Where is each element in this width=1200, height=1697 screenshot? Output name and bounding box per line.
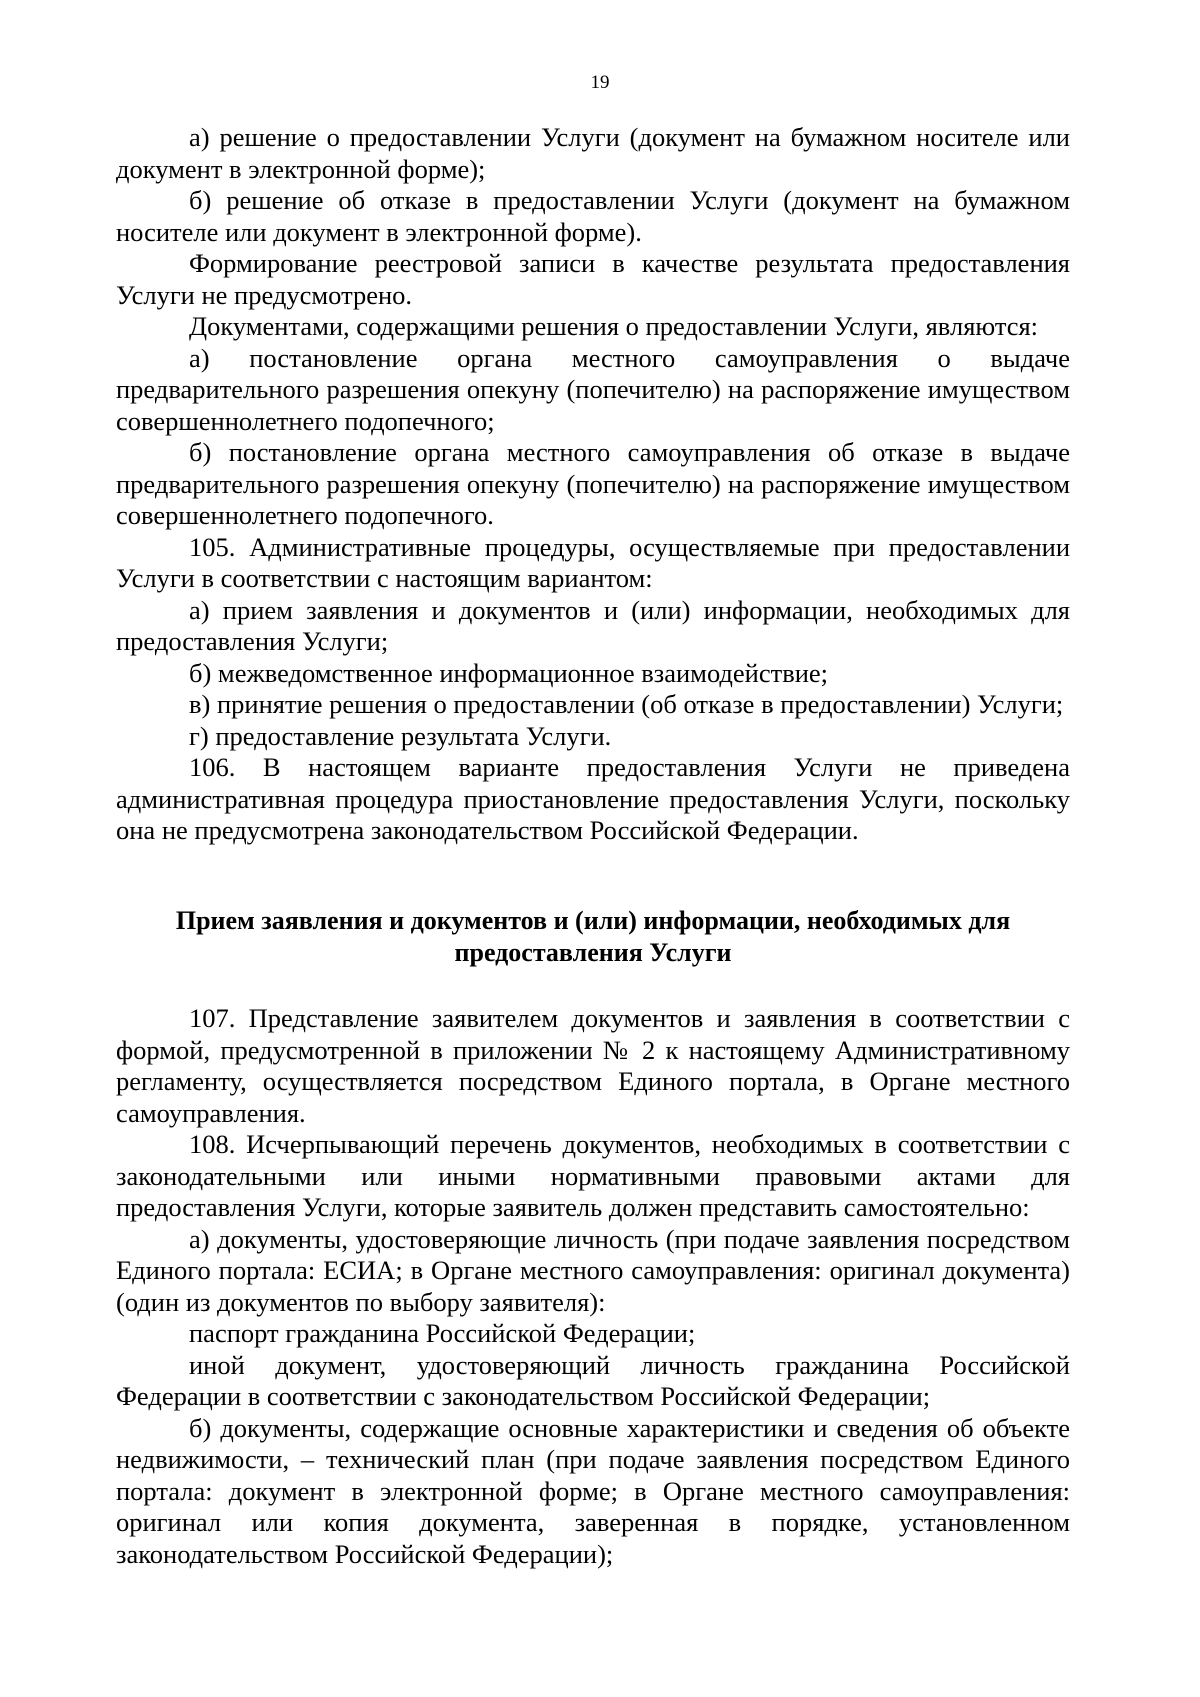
paragraph: 106. В настоящем варианте предоставления Услуги не приведена административная процедура приостановление предоставления Услуги, поскольку она не предусмотрена законодательством Российской Федерации. bbox=[116, 752, 1070, 845]
paragraph: б) документы, содержащие основные характеристики и сведения об объекте недвижимости, – технический план (при подаче заявления посредством Единого портала: документ в электронной форме; в Органе местного самоуправления: оригинал или копия документа, заверенная в порядке, установленном законодательством Российской Федерации); bbox=[116, 1412, 1070, 1569]
section-heading bbox=[116, 905, 1070, 969]
paragraph: б) постановление органа местного самоуправления об отказе в выдаче предварительного разрешения опекуну (попечителю) на распоряжение имуществом совершеннолетнего подопечного. bbox=[116, 437, 1070, 530]
section-application-intake bbox=[116, 1003, 1070, 1570]
page-number: 19 bbox=[590, 72, 610, 93]
paragraph: Документами, содержащими решения о предоставлении Услуги, являются: bbox=[189, 311, 1039, 341]
heading-line: Прием заявления и документов и (или) информации, необходимых для bbox=[175, 906, 1011, 935]
paragraph: в) принятие решения о предоставлении (об отказе в предоставлении) Услуги; bbox=[189, 689, 1064, 719]
paragraph: Формирование реестровой записи в качестве результата предоставления Услуги не предусмотрено. bbox=[116, 248, 1070, 310]
paragraph: 107. Представление заявителем документов и заявления в соответствии с формой, предусмотренной в приложении № 2 к настоящему Административному регламенту, осуществляется посредством Единого портала, в Органе местного самоуправления. bbox=[116, 1003, 1070, 1128]
paragraph: иной документ, удостоверяющий личность гражданина Российской Федерации в соответствии с законодательством Российской Федерации; bbox=[116, 1349, 1070, 1411]
paragraph: б) межведомственное информационное взаимодействие; bbox=[189, 657, 829, 688]
paragraph: г) предоставление результата Услуги. bbox=[189, 720, 612, 751]
paragraph: а) прием заявления и документов и (или) информации, необходимых для предоставления Услуги; bbox=[116, 594, 1070, 656]
paragraph: а) решение о предоставлении Услуги (документ на бумажном носителе или документ в электронной форме); bbox=[116, 122, 1070, 184]
paragraph: а) документы, удостоверяющие личность (при подаче заявления посредством Единого портала: ЕСИА; в Органе местного самоуправления: оригинал документа) (один из документов по выбору заявителя): bbox=[116, 1223, 1070, 1317]
paragraph: а) постановление органа местного самоуправления о выдаче предварительного разрешения опекуну (попечителю) на распоряжение имуществом совершеннолетнего подопечного; bbox=[116, 342, 1070, 436]
paragraph: 108. Исчерпывающий перечень документов, необходимых в соответствии с законодательными или иными нормативными правовыми актами для предоставления Услуги, которые заявитель должен представить самостоятельно: bbox=[116, 1129, 1070, 1222]
paragraph: б) решение об отказе в предоставлении Услуги (документ на бумажном носителе или документ в электронной форме). bbox=[116, 185, 1070, 247]
paragraph: паспорт гражданина Российской Федерации; bbox=[189, 1318, 696, 1348]
section-results bbox=[116, 122, 1070, 847]
heading-line: предоставления Услуги bbox=[454, 938, 732, 967]
paragraph: 105. Административные процедуры, осуществляемые при предоставлении Услуги в соответствии с настоящим вариантом: bbox=[116, 531, 1070, 593]
